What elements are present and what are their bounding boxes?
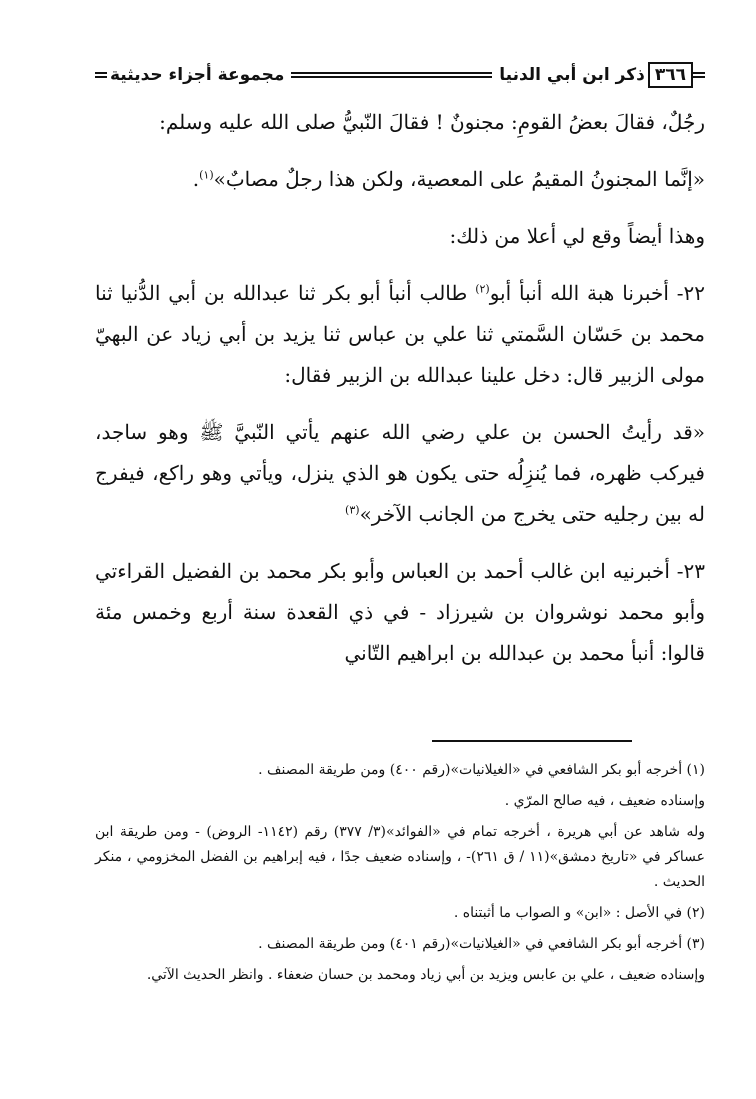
- running-header: [95, 58, 705, 92]
- footnote-ref: (١): [199, 168, 214, 182]
- footnotes: [95, 758, 705, 994]
- main-text: [95, 102, 705, 674]
- footnote-ref: (٣): [345, 503, 360, 517]
- chapter-title: ذكر ابن أبي الدنيا: [499, 65, 645, 85]
- header-rule: [291, 72, 492, 78]
- header-rule-end: [693, 72, 705, 78]
- footnote: وإسناده ضعيف ، فيه صالح المرّي .: [504, 793, 705, 809]
- quote-text: «إنَّما المجنونُ المقيمُ على المعصية، ولكن هذا رجلٌ مصابٌ»: [213, 167, 705, 191]
- page-number: ٣٦٦: [648, 62, 693, 88]
- book-title: مجموعة أجزاء حديثية: [110, 65, 285, 85]
- paragraph: رجُلٌ، فقالَ بعضُ القومِ: مجنونٌ ! فقالَ النّبيُّ صلى الله عليه وسلم:: [159, 110, 705, 134]
- paragraph: وهذا أيضاً وقع لي أعلا من ذلك:: [449, 224, 705, 248]
- footnote: وإسناده ضعيف ، علي بن عابس ويزيد بن أبي زياد ومحمد بن حسان ضعفاء . وانظر الحديث الآتي.: [146, 967, 705, 983]
- footnote: (١) أخرجه أبو بكر الشافعي في «الغيلانيات»(رقم ٤٠٠) ومن طريقة المصنف .: [258, 762, 705, 778]
- header-rule-end: [95, 72, 107, 78]
- footnote-ref: (٢): [475, 282, 490, 296]
- hadith-22: [95, 273, 705, 396]
- hadith-quote: [95, 159, 705, 200]
- footnote: (٢) في الأصل : «ابن» و الصواب ما أثبتناه .: [453, 905, 705, 921]
- footnote: وله شاهد عن أبي هريرة ، أخرجه تمام في «الفوائد»(٣/ ٣٧٧) رقم (١١٤٢- الروض) - ومن طريقة ابن عساكر في «تاريخ دمشق»(١١ / ق ٢٦١)- ، وإسناده ضعيف جدًا ، فيه إبراهيم بن الفضل المخزومي ، منكر الحديث .: [95, 824, 705, 890]
- quote-text: «قد رأيتُ الحسن بن علي رضي الله عنهم يأتي النّبيَّ ﷺ وهو ساجد، فيركب ظهره، فما يُنزِلُه حتى يكون هو الذي ينزل، ويأتي وهو راكع، فيفرج له بين رجليه حتى يخرج من الجانب الآخر»: [95, 420, 705, 526]
- hadith-22-rest: طالب أنبأ أبو بكر ثنا عبدالله بن أبي الدُّنيا ثنا محمد بن حَسّان السَّمتي ثنا علي بن عباس ثنا يزيد بن أبي زياد عن البهيّ مولى الزبير قال: دخل علينا عبدالله بن الزبير فقال:: [95, 281, 705, 387]
- quote-end: .: [192, 167, 200, 191]
- footnote: (٣) أخرجه أبو بكر الشافعي في «الغيلانيات»(رقم ٤٠١) ومن طريقة المصنف .: [258, 936, 705, 952]
- hadith-22-start: ٢٢- أخبرنا هبة الله أنبأ أبو: [489, 281, 706, 305]
- hadith-23: ٢٣- أخبرنيه ابن غالب أحمد بن العباس وأبو بكر محمد بن الفضيل القراءتي وأبو محمد نوشروان بن شيرزاد - في ذي القعدة سنة أربع وخمس مئة قالوا: أنبأ محمد بن عبدالله بن ابراهيم التّاني: [95, 559, 705, 665]
- hadith-quote: [95, 412, 705, 535]
- footnote-separator: [432, 740, 632, 742]
